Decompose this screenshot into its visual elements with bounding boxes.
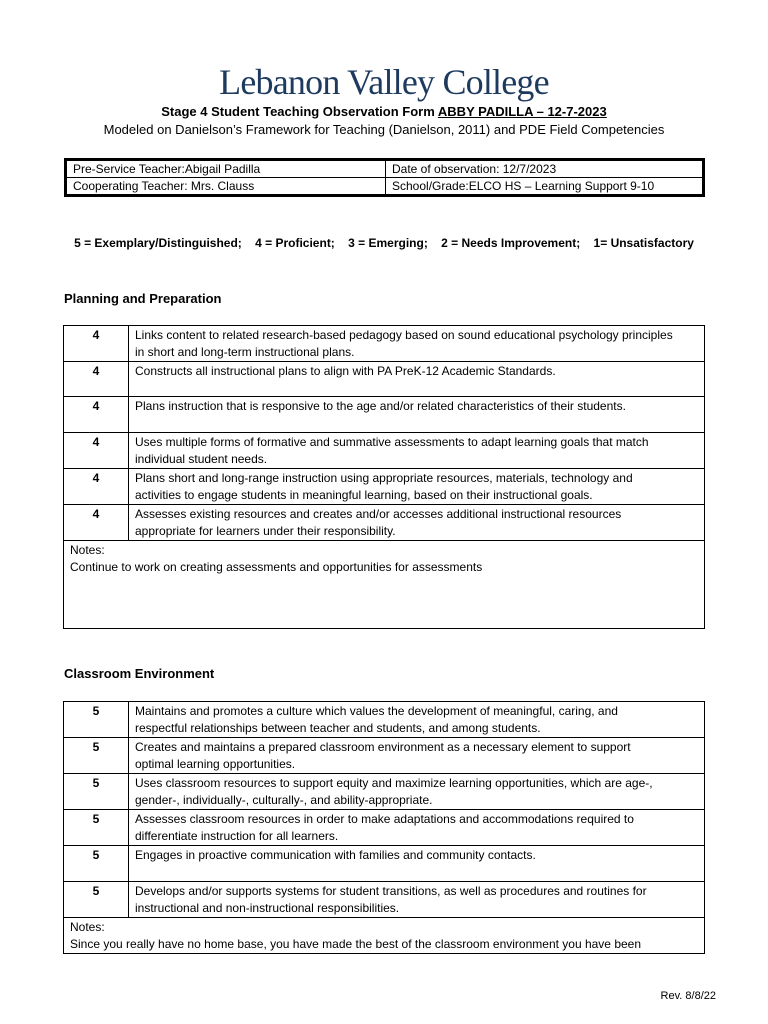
score-cell: 5 — [64, 702, 129, 738]
criterion-cell — [129, 469, 705, 505]
table-row — [64, 469, 705, 505]
criterion-line: Engages in proactive communication with families and community contacts. — [135, 848, 536, 862]
cooperating-teacher: Cooperating Teacher: Mrs. Clauss — [66, 178, 386, 196]
score-cell: 4 — [64, 469, 129, 505]
criterion-cell — [129, 774, 705, 810]
criterion-cell — [129, 362, 705, 397]
table-row — [64, 505, 705, 541]
table-row — [64, 362, 705, 397]
criterion-line: Constructs all instructional plans to align with PA PreK-12 Academic Standards. — [135, 364, 556, 378]
criterion-cell — [129, 326, 705, 362]
score-cell: 4 — [64, 505, 129, 541]
criterion-line: Links content to related research-based pedagogy based on sound educational psychology principles — [135, 328, 673, 342]
criterion-line: Creates and maintains a prepared classroom environment as a necessary element to support — [135, 740, 631, 754]
notes-cell — [64, 541, 705, 629]
table-row — [64, 882, 705, 918]
criterion-line: Maintains and promotes a culture which values the development of meaningful, caring, and — [135, 704, 618, 718]
criterion-line: differentiate instruction for all learners. — [135, 829, 339, 843]
info-row — [66, 178, 704, 196]
table-row — [64, 846, 705, 882]
form-title-text: Stage 4 Student Teaching Observation Form — [161, 104, 438, 119]
notes-text: Continue to work on creating assessments and opportunities for assessments — [70, 560, 483, 574]
score-cell: 4 — [64, 433, 129, 469]
criterion-line: individual student needs. — [135, 452, 268, 466]
notes-label: Notes: — [70, 543, 105, 557]
rating-scale: 5 = Exemplary/Distinguished; 4 = Proficient; 3 = Emerging; 2 = Needs Improvement; 1= Unsatisfactory — [74, 236, 694, 250]
notes-label: Notes: — [70, 920, 105, 934]
info-table — [64, 158, 705, 197]
table-row — [64, 702, 705, 738]
criterion-line: instructional and non-instructional responsibilities. — [135, 901, 400, 915]
planning-table — [63, 325, 705, 629]
score-cell: 4 — [64, 362, 129, 397]
score-cell: 5 — [64, 738, 129, 774]
criterion-cell — [129, 846, 705, 882]
score-cell: 5 — [64, 774, 129, 810]
criterion-line: Plans instruction that is responsive to the age and/or related characteristics of their students. — [135, 399, 626, 413]
criterion-line: respectful relationships between teacher and students, and among students. — [135, 721, 541, 735]
school-grade: School/Grade:ELCO HS – Learning Support 9-10 — [386, 178, 704, 196]
criterion-line: optimal learning opportunities. — [135, 757, 296, 771]
table-row — [64, 433, 705, 469]
score-cell: 5 — [64, 846, 129, 882]
table-row — [64, 397, 705, 433]
info-row — [66, 160, 704, 178]
table-row — [64, 326, 705, 362]
criterion-line: gender-, individually-, culturally-, and ability-appropriate. — [135, 793, 433, 807]
criterion-cell — [129, 702, 705, 738]
classroom-table — [63, 701, 705, 954]
criterion-cell — [129, 505, 705, 541]
criterion-cell — [129, 810, 705, 846]
form-title — [0, 103, 768, 121]
section-title-classroom: Classroom Environment — [64, 666, 215, 681]
college-logo: Lebanon Valley College — [219, 62, 549, 102]
criterion-cell — [129, 397, 705, 433]
section-title-planning: Planning and Preparation — [64, 291, 222, 306]
table-row — [64, 810, 705, 846]
criterion-line: Assesses classroom resources in order to make adaptations and accommodations required to — [135, 812, 634, 826]
form-subtitle: Modeled on Danielson’s Framework for Teaching (Danielson, 2011) and PDE Field Competencies — [103, 122, 665, 137]
criterion-line: appropriate for learners under their responsibility. — [135, 524, 396, 538]
criterion-cell — [129, 738, 705, 774]
score-cell: 5 — [64, 810, 129, 846]
criterion-line: Plans short and long-range instruction using appropriate resources, materials, technology and — [135, 471, 633, 485]
revision-note: Rev. 8/8/22 — [660, 990, 716, 1002]
criterion-line: Assesses existing resources and creates and/or accesses additional instructional resources — [135, 507, 622, 521]
pre-service-teacher: Pre-Service Teacher:Abigail Padilla — [66, 160, 386, 178]
form-title-student-date: ABBY PADILLA – 12-7-2023 — [437, 104, 607, 119]
date-of-observation: Date of observation: 12/7/2023 — [386, 160, 704, 178]
notes-text: Since you really have no home base, you have made the best of the classroom environment you have been — [70, 937, 642, 951]
notes-cell — [64, 918, 705, 954]
table-row — [64, 774, 705, 810]
criterion-cell — [129, 882, 705, 918]
notes-row — [64, 918, 705, 954]
criterion-line: Develops and/or supports systems for student transitions, as well as procedures and routines for — [135, 884, 647, 898]
criterion-line: Uses multiple forms of formative and summative assessments to adapt learning goals that match — [135, 435, 649, 449]
score-cell: 4 — [64, 397, 129, 433]
table-row — [64, 738, 705, 774]
criterion-line: activities to engage students in meaningful learning, based on their instructional goals. — [135, 488, 593, 502]
score-cell: 4 — [64, 326, 129, 362]
criterion-line: in short and long-term instructional plans. — [135, 345, 355, 359]
criterion-line: Uses classroom resources to support equity and maximize learning opportunities, which are age-, — [135, 776, 653, 790]
score-cell: 5 — [64, 882, 129, 918]
notes-row — [64, 541, 705, 629]
criterion-cell — [129, 433, 705, 469]
